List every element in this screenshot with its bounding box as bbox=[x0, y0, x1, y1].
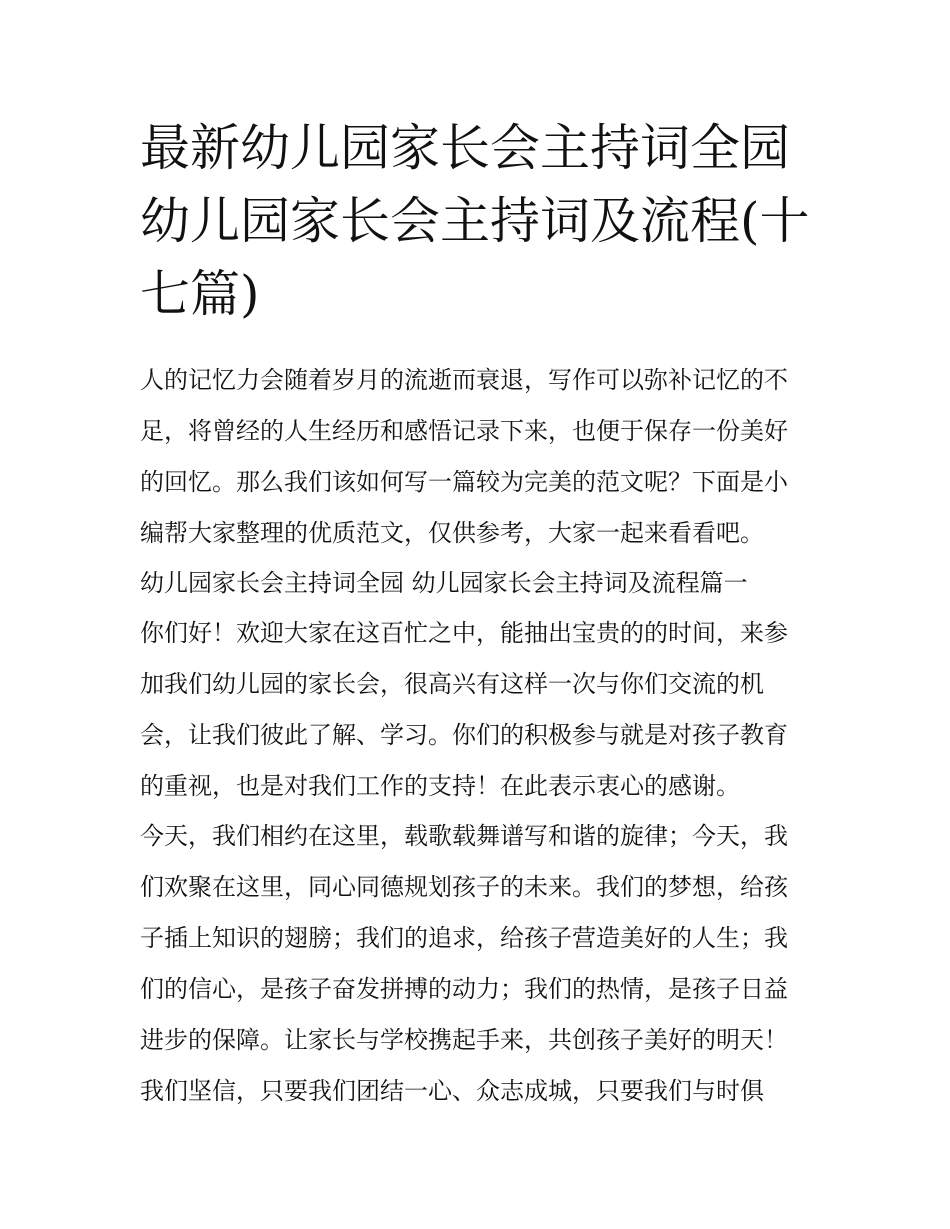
body-line: 加我们幼儿园的家长会，很高兴有这样一次与你们交流的机 bbox=[140, 670, 764, 698]
body-line: 子插上知识的翅膀；我们的追求，给孩子营造美好的人生；我 bbox=[140, 924, 788, 952]
body-line: 的重视，也是对我们工作的支持！在此表示衷心的感谢。 bbox=[140, 772, 740, 800]
title-line-1: 最新幼儿园家长会主持词全园 bbox=[140, 119, 790, 177]
body-line: 足，将曾经的人生经历和感悟记录下来，也便于保存一份美好 bbox=[140, 417, 788, 445]
body-line: 你们好！欢迎大家在这百忙之中，能抽出宝贵的的时间，来参 bbox=[140, 619, 788, 647]
body-line: 们的信心，是孩子奋发拼搏的动力；我们的热情，是孩子日益 bbox=[140, 975, 788, 1003]
title-line-2: 幼儿园家长会主持词及流程(十 bbox=[140, 192, 810, 250]
title-line-3: 七篇) bbox=[140, 265, 260, 323]
body-line: 我们坚信，只要我们团结一心、众志成城，只要我们与时俱 bbox=[140, 1077, 764, 1105]
body-line: 会，让我们彼此了解、学习。你们的积极参与就是对孩子教育 bbox=[140, 721, 788, 749]
body-line: 编帮大家整理的优质范文，仅供参考，大家一起来看看吧。 bbox=[140, 519, 764, 547]
body-line: 们欢聚在这里，同心同德规划孩子的未来。我们的梦想，给孩 bbox=[140, 873, 788, 901]
document-body bbox=[140, 355, 830, 1117]
section-heading: 幼儿园家长会主持词全园 幼儿园家长会主持词及流程篇一 bbox=[140, 569, 748, 597]
body-line: 的回忆。那么我们该如何写一篇较为完美的范文呢？下面是小 bbox=[140, 468, 788, 496]
body-line: 人的记忆力会随着岁月的流逝而衰退，写作可以弥补记忆的不 bbox=[140, 366, 788, 394]
document-title bbox=[140, 112, 820, 331]
body-line: 进步的保障。让家长与学校携起手来，共创孩子美好的明天！ bbox=[140, 1026, 788, 1054]
body-line: 今天，我们相约在这里，载歌载舞谱写和谐的旋律；今天，我 bbox=[140, 822, 788, 850]
